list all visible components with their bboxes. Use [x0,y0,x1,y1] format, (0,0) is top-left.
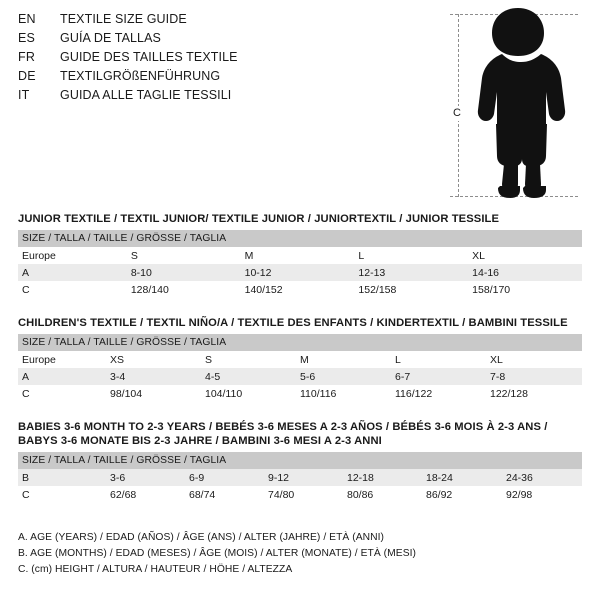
language-title: GUIDA ALLE TAGLIE TESSILI [60,88,232,102]
cell: 116/122 [391,385,486,402]
language-title-list [18,12,438,107]
footnote-age-years: A. AGE (YEARS) / EDAD (AÑOS) / ÂGE (ANS) / ALTER (JAHRE) / ETÀ (ANNI) [18,532,384,543]
cell: M [296,351,391,368]
table-row [18,351,582,368]
cell: XS [106,351,201,368]
table-header-label: SIZE / TALLA / TAILLE / GRÖSSE / TAGLIA [18,452,582,469]
table-row [18,486,582,503]
cell: 92/98 [502,486,582,503]
section-title: JUNIOR TEXTILE / TEXTIL JUNIOR/ TEXTILE JUNIOR / JUNIORTEXTIL / JUNIOR TESSILE [18,213,500,225]
height-measure-label: C [453,107,461,119]
cell: 68/74 [185,486,264,503]
language-code: ES [18,31,36,45]
cell: 6-7 [391,368,486,385]
cell: 4-5 [201,368,296,385]
table-header-label: SIZE / TALLA / TAILLE / GRÖSSE / TAGLIA [18,334,582,351]
section-junior-textile [18,212,582,298]
cell: L [391,351,486,368]
table-header-row [18,230,582,247]
section-title: BABIES 3-6 MONTH TO 2-3 YEARS / BEBÉS 3-6 MESES A 2-3 AÑOS / BÉBÉS 3-6 MOIS À 2-3 ANS / BABYS 3-6 MONATE BIS 2-3 JAHRE / BAMBINI 3-6 MESI A 2-3 ANNI [18,421,548,447]
row-label: Europe [18,247,127,264]
babies-size-table [18,452,582,503]
language-row [18,69,438,88]
cell: 7-8 [486,368,582,385]
cell: 3-6 [106,469,185,486]
cell: 74/80 [264,486,343,503]
row-label: Europe [18,351,106,368]
cell: 12-18 [343,469,422,486]
cell: 62/68 [106,486,185,503]
cell: 12-13 [354,264,468,281]
cell: 80/86 [343,486,422,503]
childrens-size-table [18,334,582,402]
cell: 158/170 [468,281,582,298]
table-header-row [18,334,582,351]
cell: 140/152 [241,281,355,298]
section-title: CHILDREN'S TEXTILE / TEXTIL NIÑO/A / TEXTILE DES ENFANTS / KINDERTEXTIL / BAMBINI TESSILE [18,317,568,329]
row-label: C [18,486,106,503]
legend-footnotes [18,530,578,578]
section-childrens-textile [18,316,582,402]
cell: XL [486,351,582,368]
cell: XL [468,247,582,264]
cell: S [201,351,296,368]
table-header-row [18,452,582,469]
cell: S [127,247,241,264]
language-code: FR [18,50,36,64]
cell: 152/158 [354,281,468,298]
cell: 6-9 [185,469,264,486]
table-row [18,368,582,385]
table-row [18,469,582,486]
language-row [18,31,438,50]
language-title: TEXTILGRÖßENFÜHRUNG [60,69,221,83]
cell: 8-10 [127,264,241,281]
row-label: B [18,469,106,486]
language-row [18,88,438,107]
cell: 3-4 [106,368,201,385]
cell: 86/92 [422,486,502,503]
table-row [18,247,582,264]
cell: 18-24 [422,469,502,486]
cell: 104/110 [201,385,296,402]
table-row [18,264,582,281]
cell: 122/128 [486,385,582,402]
language-code: EN [18,12,36,26]
cell: M [241,247,355,264]
cell: 5-6 [296,368,391,385]
language-row [18,12,438,31]
language-code: IT [18,88,30,102]
junior-size-table [18,230,582,298]
cell: 9-12 [264,469,343,486]
cell: 24-36 [502,469,582,486]
footnote-height: C. (cm) HEIGHT / ALTURA / HAUTEUR / HÖHE / ALTEZZA [18,564,293,575]
row-label: C [18,281,127,298]
language-title: GUIDE DES TAILLES TEXTILE [60,50,238,64]
section-babies-textile [18,420,582,503]
child-silhouette-icon [462,6,572,198]
footnote-age-months: B. AGE (MONTHS) / EDAD (MESES) / ÂGE (MOIS) / ALTER (MONATE) / ETÀ (MESI) [18,548,417,559]
cell: L [354,247,468,264]
cell: 110/116 [296,385,391,402]
language-code: DE [18,69,36,83]
row-label: A [18,368,106,385]
language-title: GUÍA DE TALLAS [60,31,161,45]
table-row [18,385,582,402]
table-header-label: SIZE / TALLA / TAILLE / GRÖSSE / TAGLIA [18,230,582,247]
row-label: C [18,385,106,402]
cell: 128/140 [127,281,241,298]
row-label: A [18,264,127,281]
cell: 10-12 [241,264,355,281]
table-row [18,281,582,298]
language-title: TEXTILE SIZE GUIDE [60,12,187,26]
cell: 98/104 [106,385,201,402]
cell: 14-16 [468,264,582,281]
language-row [18,50,438,69]
measurement-figure [440,6,590,201]
